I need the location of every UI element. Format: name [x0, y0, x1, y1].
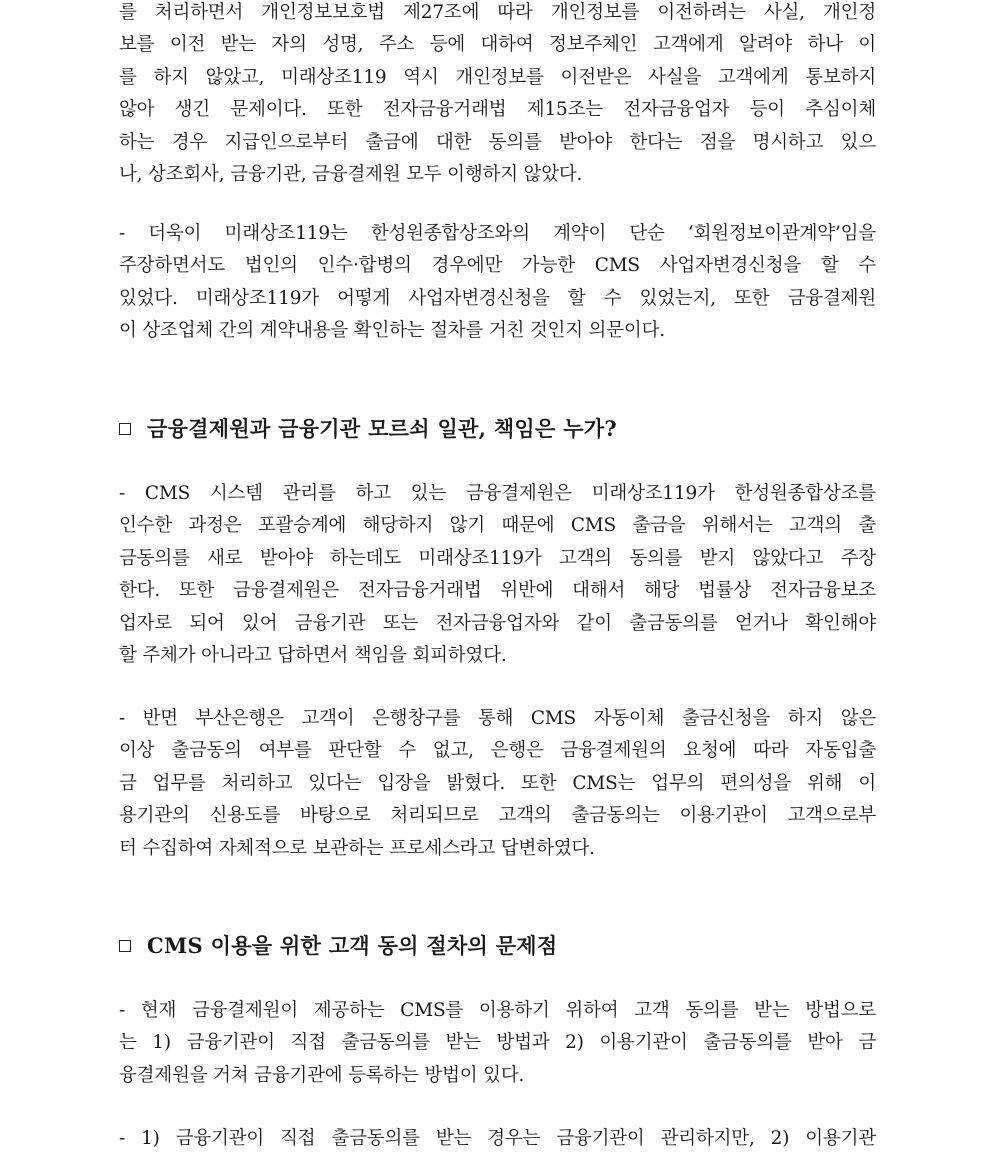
text-line: 는 1) 금융기관이 직접 출금동의를 받는 방법과 2) 이용기관이 출금동의를 받아 금 [119, 1032, 876, 1054]
square-bullet-icon [119, 940, 131, 952]
square-bullet-icon [119, 423, 131, 435]
paragraph-consent-management [119, 1123, 876, 1155]
text-line: 있었다. 미래상조119가 어떻게 사업자변경신청을 할 수 있었는지, 또한 금융결제원 [119, 287, 876, 309]
text-line: - 반면 부산은행은 고객이 은행창구를 통해 CMS 자동이체 출금신청을 하지 않은 [119, 708, 876, 729]
text-line: 인수한 과정은 포괄승계에 해당하지 않기 때문에 CMS 출금을 위해서는 고객의 출 [119, 515, 876, 537]
text-line: 할 주체가 아니라고 답하면서 책임을 회피하였다. [119, 644, 507, 666]
text-line: 를 하지 않았고, 미래상조119 역시 개인정보를 이전받은 사실을 고객에게 통보하지 [119, 66, 876, 88]
section-heading [119, 413, 617, 443]
text-line: 이 상조업체 간의 계약내용을 확인하는 절차를 거친 것인지 의문이다. [119, 320, 665, 342]
text-line: 융결제원을 거쳐 금융기관에 등록하는 방법이 있다. [119, 1064, 525, 1086]
text-line: 업자로 되어 있어 금융기관 또는 전자금융업자와 같이 출금동의를 얻거나 확인해야 [119, 612, 876, 634]
text-line: - 1) 금융기관이 직접 출금동의를 받는 경우는 금융기관이 관리하지만, 2) 이용기관 [119, 1128, 876, 1149]
text-line: - CMS 시스템 관리를 하고 있는 금융결제원은 미래상조119가 한성원종합상조를 [119, 483, 876, 504]
text-line: 않아 생긴 문제이다. 또한 전자금융거래법 제15조는 전자금융업자 등이 추심이체 [119, 99, 876, 121]
paragraph-business-change [119, 218, 876, 348]
text-line: - 더욱이 미래상조119는 한성원종합상조와의 계약이 단순 ‘회원정보이관계약’임을 [119, 223, 876, 244]
text-line: 터 수집하여 자체적으로 보관하는 프로세스라고 답변하였다. [119, 837, 595, 859]
text-line: 이상 출금동의 여부를 판단할 수 없고, 은행은 금융결제원의 요청에 따라 자동입출 [119, 740, 876, 762]
paragraph-consent-methods [119, 995, 876, 1092]
paragraph-busan-bank-response [119, 703, 876, 865]
text-line: 하는 경우 지급인으로부터 출금에 대한 동의를 받아야 한다는 점을 명시하고 있으 [119, 131, 876, 153]
text-line: 를 처리하면서 개인정보보호법 제27조에 따라 개인정보를 이전하려는 사실, 개인정 [119, 2, 876, 23]
paragraph-privacy-transfer [119, 0, 876, 191]
text-line: 용기관의 신용도를 바탕으로 처리되므로 고객의 출금동의는 이용기관이 고객으로부 [119, 805, 876, 827]
text-line: 나, 상조회사, 금융기관, 금융결제원 모두 이행하지 않았다. [119, 163, 583, 185]
text-line: 보를 이전 받는 자의 성명, 주소 등에 대하여 정보주체인 고객에게 알려야 하나 이 [119, 34, 876, 56]
section-heading-text: CMS 이용을 위한 고객 동의 절차의 문제점 [147, 933, 558, 958]
text-line: 주장하면서도 법인의 인수·합병의 경우에만 가능한 CMS 사업자변경신청을 할 수 [119, 255, 876, 277]
text-line: 금 업무를 처리하고 있다는 입장을 밝혔다. 또한 CMS는 업무의 편의성을 위해 이 [119, 772, 876, 794]
text-line: - 현재 금융결제원이 제공하는 CMS를 이용하기 위하여 고객 동의를 받는 방법으로 [119, 1000, 876, 1021]
section-heading [119, 930, 557, 960]
paragraph-kftc-response [119, 478, 876, 672]
text-line: 한다. 또한 금융결제원은 전자금융거래법 위반에 대해서 해당 법률상 전자금융보조 [119, 580, 876, 602]
text-line: 금동의를 새로 받아야 하는데도 미래상조119가 고객의 동의를 받지 않았다고 주장 [119, 547, 876, 569]
section-heading-text: 금융결제원과 금융기관 모르쇠 일관, 책임은 누가? [147, 416, 617, 441]
